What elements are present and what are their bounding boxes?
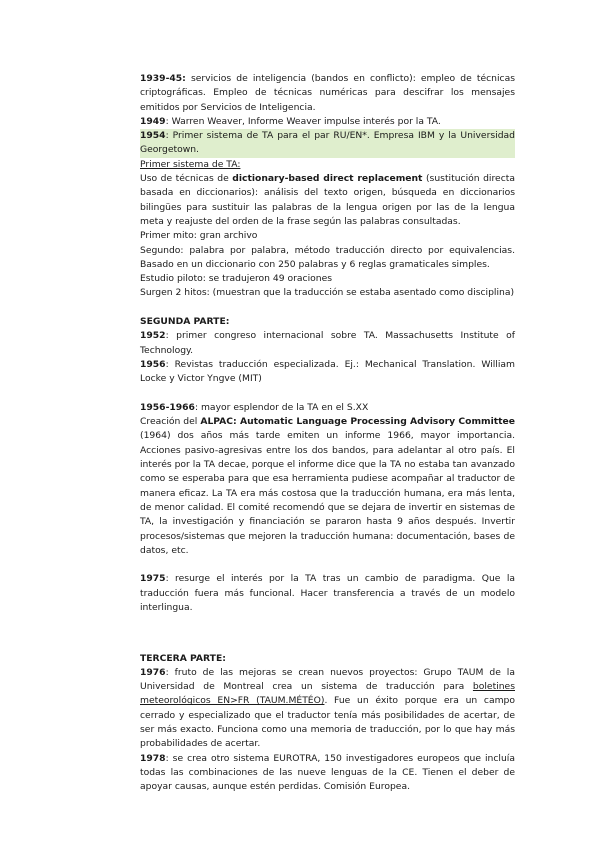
paragraph-text: (1964) dos años más tarde emiten un informe 1966, mayor importancia. Acciones pasivo-agresivas entre los dos bandos, para adelantar al otro país. El interés por la TA decae, porque el informe dice que la TA no estaba tan avanzado como se esperaba para que esa herramienta pudiese acompañar al traductor de manera eficaz. La TA era más costosa que la traducción humana, era más lenta, de menor calidad. El comité recomendó que se dejara de invertir en sistemas de TA, la investigación y financiación se pararon hasta 9 años después. Invertir procesos/sistemas que mejoren la traducción humana: documentación, bases de datos, etc.: [140, 430, 515, 556]
underlined-term: boletines meteorológicos EN>FR (TAUM.MÉTÉO): [140, 681, 515, 707]
paragraph-1952: [140, 329, 515, 358]
paragraph-text: : Warren Weaver, Informe Weaver impulse interés por la TA.: [165, 115, 441, 127]
spacer: [140, 630, 515, 652]
paragraph-primer-mito: Primer mito: gran archivo: [140, 230, 258, 242]
paragraph-alpac: [140, 415, 515, 558]
paragraph-text: servicios de inteligencia (bandos en conflicto): empleo de técnicas criptográficas. Empleo de técnicas numéricas para descifrar los mensajes emitidos por Servicios de Inteligencia.: [140, 73, 515, 113]
paragraph-text: : fruto de las mejoras se crean nuevos proyectos: Grupo TAUM de la Universidad de Montreal crea un sistema de traducción para: [140, 666, 515, 693]
paragraph-text: : se crea otro sistema EUROTRA, 150 investigadores europeos que incluía todas las combinaciones de las nueve lenguas de la CE. Tienen el deber de apoyar causas, aunque estén perdidas. Comisión Europea.: [140, 752, 515, 793]
paragraph-text: Creación del: [140, 416, 201, 428]
year-label: 1954: [140, 130, 166, 142]
paragraph-1975: [140, 572, 515, 615]
paragraph-dictionary-replacement: [140, 172, 515, 229]
paragraph-1949: [140, 115, 515, 129]
year-label: 1956: [140, 358, 166, 370]
paragraph-segundo: Segundo: palabra por palabra, método traducción directo por equivalencias. Basado en un diccionario con 250 palabras y 6 reglas gramaticales simples.: [140, 244, 515, 270]
year-label: 1956-1966: [140, 401, 195, 413]
document-body: [140, 72, 515, 795]
spacer: [140, 301, 515, 315]
year-label: 1949: [140, 115, 166, 127]
spacer: [140, 615, 515, 629]
paragraph-text: . Fue un éxito porque era un campo cerrado y especializado que el traductor tenía más posibilidades de acertar, de ser más exacto. Funciona como una memoria de traducción, por lo que hay más probabilidades de acertar.: [140, 695, 515, 750]
paragraph-1939: [140, 72, 515, 115]
paragraph-1978: [140, 752, 515, 795]
year-label: 1976: [140, 666, 166, 678]
heading-text: SEGUNDA PARTE:: [140, 316, 230, 328]
paragraph-1956: [140, 358, 515, 387]
paragraph-text: : primer congreso internacional sobre TA. Massachusetts Institute of Technology.: [140, 330, 515, 356]
subheading-primer-sistema: Primer sistema de TA:: [140, 158, 241, 170]
section-heading-segunda-parte: [140, 315, 515, 329]
bold-term: dictionary-based direct replacement: [232, 173, 423, 185]
paragraph-1976: [140, 666, 515, 752]
year-label: 1939-45:: [140, 73, 186, 84]
paragraph-text: : resurge el interés por la TA tras un cambio de paradigma. Que la traducción fuera más funcional. Hacer transferencia a través de un modelo interlingua.: [140, 573, 515, 613]
section-heading-tercera-parte: [140, 652, 515, 666]
paragraph-1954-highlighted: [140, 129, 515, 158]
paragraph-estudio-piloto: Estudio piloto: se tradujeron 49 oraciones: [140, 273, 333, 285]
paragraph-text: : Primer sistema de TA para el par RU/EN*. Empresa IBM y la Universidad Georgetown.: [140, 130, 515, 156]
year-label: 1978: [140, 752, 166, 764]
spacer: [140, 558, 515, 572]
paragraph-text: (sustitución directa basada en diccionarios): análisis del texto origen, búsqueda en diccionarios bilingües para sustituir las palabras de la lengua origen por las de la lengua meta y reajuste del orden de la frase según las palabras consultadas.: [140, 173, 515, 227]
year-label: 1975: [140, 573, 166, 585]
paragraph-hitos: Surgen 2 hitos: (muestran que la traducción se estaba asentado como disciplina): [140, 287, 515, 299]
paragraph-1956-1966: [140, 401, 515, 415]
heading-text: TERCERA PARTE:: [140, 652, 226, 664]
bold-term: ALPAC: Automatic Language Processing Advisory Committee: [200, 416, 516, 428]
paragraph-text: : Revistas traducción especializada. Ej.: Mechanical Translation. William Locke y Victor Yngve (MIT): [140, 358, 515, 385]
spacer: [140, 387, 515, 401]
paragraph-text: : mayor esplendor de la TA en el S.XX: [194, 401, 369, 413]
paragraph-text: Uso de técnicas de: [140, 173, 233, 185]
year-label: 1952: [140, 330, 166, 342]
